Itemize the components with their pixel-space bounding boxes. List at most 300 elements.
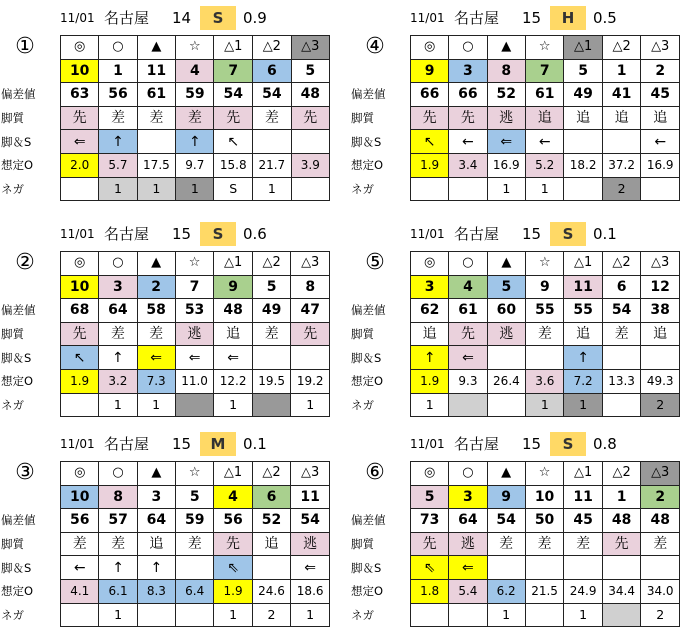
race-panel xyxy=(0,218,330,423)
table-cell: 11 xyxy=(137,59,176,83)
table-cell: 16.9 xyxy=(487,153,526,177)
prediction-table xyxy=(0,251,330,417)
table-cell: 先 xyxy=(61,106,99,130)
table-cell: 先 xyxy=(60,322,98,346)
row-marks xyxy=(350,252,680,276)
table-cell: 68 xyxy=(60,299,98,323)
row-pace xyxy=(350,556,680,580)
race-number: ⑤ xyxy=(365,250,385,275)
row-label: ネガ xyxy=(351,607,374,622)
table-cell: 10 xyxy=(61,485,99,509)
table-cell: ▲ xyxy=(137,252,175,276)
table-cell xyxy=(526,346,564,370)
table-cell: 差 xyxy=(253,106,292,130)
table-cell: 49 xyxy=(252,299,291,323)
table-cell: 1 xyxy=(564,603,603,627)
table-cell: 1 xyxy=(99,59,137,83)
table-cell: 1 xyxy=(602,485,641,509)
row-label: 想定O xyxy=(1,584,34,599)
table-cell: 3.4 xyxy=(449,153,487,177)
row-deviation xyxy=(350,299,680,323)
table-cell xyxy=(602,603,641,627)
table-cell: 1.9 xyxy=(214,579,252,603)
table-cell: 7 xyxy=(526,59,564,83)
table-cell: 差 xyxy=(176,532,214,556)
table-cell: 5 xyxy=(487,275,526,299)
table-cell xyxy=(487,556,525,580)
table-cell: 3.6 xyxy=(526,369,564,393)
table-cell xyxy=(253,130,292,154)
table-cell: 差 xyxy=(137,322,175,346)
row-running-style xyxy=(350,532,680,556)
table-cell: ⇐ xyxy=(61,130,99,154)
table-cell: 1 xyxy=(253,177,292,201)
table-cell: ← xyxy=(641,130,680,154)
table-cell: 差 xyxy=(252,322,291,346)
row-numbers xyxy=(350,275,680,299)
table-cell: 19.5 xyxy=(252,369,291,393)
table-cell xyxy=(641,346,680,370)
table-cell: 5 xyxy=(252,275,291,299)
row-label: 脚＆S xyxy=(351,560,382,575)
table-cell xyxy=(564,130,603,154)
table-cell: 8.3 xyxy=(137,579,175,603)
table-cell: 先 xyxy=(291,106,329,130)
race-header xyxy=(0,6,330,30)
row-running-style xyxy=(350,106,680,130)
table-cell xyxy=(564,177,603,201)
table-cell: 差 xyxy=(564,532,603,556)
row-label xyxy=(350,36,410,60)
condition-value: 0.5 xyxy=(593,9,617,27)
row-pace xyxy=(350,346,680,370)
table-cell: △3 xyxy=(641,252,680,276)
table-cell: ◎ xyxy=(60,252,98,276)
row-negative xyxy=(0,177,330,201)
race-panel xyxy=(0,428,330,633)
row-pace xyxy=(0,346,330,370)
table-cell: 2 xyxy=(252,603,291,627)
field-size: 14 xyxy=(172,9,192,27)
table-cell: ↑ xyxy=(176,130,214,154)
table-cell: 55 xyxy=(526,299,564,323)
table-cell: 2 xyxy=(641,485,680,509)
table-cell: 1 xyxy=(176,177,214,201)
race-date: 11/01 xyxy=(410,11,445,25)
table-cell: 56 xyxy=(61,509,99,533)
row-marks xyxy=(0,36,330,60)
table-cell: ▲ xyxy=(487,462,525,486)
table-cell: 3 xyxy=(99,275,137,299)
table-cell: 11 xyxy=(291,485,330,509)
table-cell: △2 xyxy=(602,462,641,486)
table-cell: 3.9 xyxy=(291,153,329,177)
table-cell: 差 xyxy=(99,322,137,346)
row-label xyxy=(350,252,411,276)
row-odds xyxy=(350,579,680,603)
table-cell: 6 xyxy=(602,275,641,299)
table-cell xyxy=(291,346,330,370)
table-cell xyxy=(525,556,564,580)
field-size: 15 xyxy=(172,225,192,243)
row-label: 偏差値 xyxy=(351,513,386,528)
table-cell: 5 xyxy=(564,59,603,83)
table-cell: 7 xyxy=(214,59,253,83)
track-condition-badge: S xyxy=(550,222,586,246)
table-cell: 24.9 xyxy=(564,579,603,603)
table-cell: ↑ xyxy=(564,346,602,370)
table-cell: △1 xyxy=(214,36,253,60)
row-marks xyxy=(350,36,680,60)
race-panel xyxy=(350,2,680,207)
table-cell: △2 xyxy=(253,36,292,60)
table-cell: 9 xyxy=(410,59,448,83)
table-cell xyxy=(252,346,291,370)
table-cell: 18.6 xyxy=(291,579,330,603)
table-cell: 21.5 xyxy=(525,579,564,603)
race-number: ③ xyxy=(15,460,35,485)
table-cell: 差 xyxy=(99,106,137,130)
table-cell: ◎ xyxy=(411,252,449,276)
table-cell: 2 xyxy=(602,177,641,201)
row-negative xyxy=(350,603,680,627)
table-cell: 54 xyxy=(291,509,330,533)
table-cell: 1.9 xyxy=(411,369,449,393)
table-cell: ⇐ xyxy=(449,556,487,580)
table-cell xyxy=(176,603,214,627)
race-number: ① xyxy=(15,34,35,59)
row-negative xyxy=(0,393,330,417)
condition-value: 0.6 xyxy=(243,225,267,243)
table-cell: ☆ xyxy=(525,462,564,486)
table-cell: 追 xyxy=(214,322,253,346)
table-cell xyxy=(176,556,214,580)
row-marks xyxy=(350,462,680,486)
race-date: 11/01 xyxy=(60,437,95,451)
table-cell: 逃 xyxy=(449,532,487,556)
table-cell: ◎ xyxy=(61,462,99,486)
table-cell: 逃 xyxy=(487,322,526,346)
row-label: 脚質 xyxy=(351,327,374,342)
field-size: 15 xyxy=(522,225,542,243)
row-label: 想定O xyxy=(351,584,384,599)
table-cell: ☆ xyxy=(176,36,214,60)
race-venue: 名古屋 xyxy=(104,435,150,453)
table-cell: 56 xyxy=(99,83,137,107)
race-venue: 名古屋 xyxy=(454,225,500,243)
table-cell: 逃 xyxy=(175,322,214,346)
condition-value: 0.8 xyxy=(593,435,617,453)
row-label xyxy=(0,275,60,299)
prediction-table xyxy=(350,251,680,417)
table-cell: ○ xyxy=(99,462,137,486)
row-odds xyxy=(0,153,330,177)
table-cell: 1.9 xyxy=(410,153,448,177)
table-cell: 1 xyxy=(137,393,175,417)
row-negative xyxy=(350,177,680,201)
row-label xyxy=(350,59,410,83)
table-cell: ↖ xyxy=(214,130,253,154)
row-label: 想定O xyxy=(1,158,34,173)
table-cell: 1 xyxy=(487,603,525,627)
table-cell: 12.2 xyxy=(214,369,253,393)
table-cell: 54 xyxy=(253,83,292,107)
table-cell: 追 xyxy=(602,106,641,130)
table-cell xyxy=(602,556,641,580)
table-cell: ↑ xyxy=(411,346,449,370)
table-cell: △3 xyxy=(641,462,680,486)
row-label: 脚＆S xyxy=(1,350,32,365)
row-numbers xyxy=(0,275,330,299)
table-cell xyxy=(137,603,175,627)
row-odds xyxy=(350,369,680,393)
table-cell: △3 xyxy=(641,36,680,60)
field-size: 15 xyxy=(522,435,542,453)
race-panel xyxy=(0,2,330,207)
table-cell: ☆ xyxy=(175,252,214,276)
table-cell: 1 xyxy=(564,393,602,417)
row-numbers xyxy=(350,59,680,83)
table-cell: 11.0 xyxy=(175,369,214,393)
table-cell: 59 xyxy=(176,83,214,107)
table-cell: 3 xyxy=(411,275,449,299)
table-cell: 1 xyxy=(602,59,641,83)
table-cell: △1 xyxy=(564,252,602,276)
table-cell xyxy=(641,556,680,580)
row-label xyxy=(0,36,61,60)
table-cell: △3 xyxy=(291,252,330,276)
table-cell: S xyxy=(214,177,253,201)
row-deviation xyxy=(350,509,680,533)
table-cell: ▲ xyxy=(487,36,526,60)
table-cell: ○ xyxy=(449,252,487,276)
table-cell xyxy=(602,346,641,370)
table-cell: ○ xyxy=(99,36,137,60)
table-cell: ◎ xyxy=(410,36,448,60)
track-condition-badge: S xyxy=(550,432,586,456)
table-cell: △1 xyxy=(564,462,603,486)
table-cell: ○ xyxy=(449,462,487,486)
row-marks xyxy=(0,462,330,486)
table-cell xyxy=(602,393,641,417)
table-cell: 追 xyxy=(526,106,564,130)
table-cell: 逃 xyxy=(291,532,330,556)
row-label xyxy=(350,462,410,486)
table-cell: 差 xyxy=(61,532,99,556)
prediction-table xyxy=(0,461,330,627)
table-cell: 54 xyxy=(602,299,641,323)
table-cell: 24.6 xyxy=(252,579,291,603)
table-cell: 64 xyxy=(449,509,487,533)
race-venue: 名古屋 xyxy=(454,9,500,27)
table-cell xyxy=(525,603,564,627)
race-number: ② xyxy=(15,250,35,275)
table-cell: ⇐ xyxy=(214,346,253,370)
table-cell: 55 xyxy=(564,299,602,323)
table-cell: 7.2 xyxy=(564,369,602,393)
table-cell: 1 xyxy=(214,603,252,627)
race-venue: 名古屋 xyxy=(104,225,150,243)
table-cell: 追 xyxy=(411,322,449,346)
table-cell xyxy=(252,556,291,580)
table-cell: 5.7 xyxy=(99,153,137,177)
table-cell: ⇐ xyxy=(487,130,526,154)
table-cell: 18.2 xyxy=(564,153,603,177)
table-cell xyxy=(61,603,99,627)
track-condition-badge: S xyxy=(200,6,236,30)
table-cell: 64 xyxy=(137,509,175,533)
table-cell: ☆ xyxy=(526,36,564,60)
table-cell: 15.8 xyxy=(214,153,253,177)
row-label: 脚質 xyxy=(351,111,374,126)
table-cell: ↑ xyxy=(137,556,175,580)
table-cell: 6 xyxy=(252,485,291,509)
row-label: ネガ xyxy=(351,181,374,196)
table-cell: ⇖ xyxy=(410,556,448,580)
table-cell: 10 xyxy=(60,275,98,299)
table-cell: 62 xyxy=(411,299,449,323)
table-cell: ↑ xyxy=(99,130,137,154)
table-cell xyxy=(410,603,448,627)
table-cell: ↑ xyxy=(99,556,137,580)
field-size: 15 xyxy=(522,9,542,27)
table-cell: ▲ xyxy=(137,36,176,60)
table-cell: 先 xyxy=(214,532,252,556)
row-deviation xyxy=(0,299,330,323)
table-cell: 47 xyxy=(291,299,330,323)
row-deviation xyxy=(350,83,680,107)
table-cell: △2 xyxy=(602,36,641,60)
table-cell: 9.3 xyxy=(449,369,487,393)
table-cell: ← xyxy=(449,130,487,154)
table-cell: 11 xyxy=(564,485,603,509)
table-cell xyxy=(291,130,329,154)
table-cell: 13.3 xyxy=(602,369,641,393)
table-cell: 1 xyxy=(291,603,330,627)
table-cell: 52 xyxy=(252,509,291,533)
table-cell: ▲ xyxy=(137,462,175,486)
race-header xyxy=(0,432,330,456)
table-cell: 5 xyxy=(176,485,214,509)
condition-value: 0.9 xyxy=(243,9,267,27)
table-cell: ○ xyxy=(449,36,487,60)
table-cell: ← xyxy=(61,556,99,580)
table-cell: 2.0 xyxy=(61,153,99,177)
table-cell: 16.9 xyxy=(641,153,680,177)
row-label: ネガ xyxy=(1,397,24,412)
table-cell: 11 xyxy=(564,275,602,299)
table-cell: 追 xyxy=(641,106,680,130)
table-cell: 52 xyxy=(487,83,526,107)
table-cell: 6 xyxy=(253,59,292,83)
table-cell xyxy=(175,393,214,417)
table-cell: 9 xyxy=(214,275,253,299)
table-cell: 1 xyxy=(411,393,449,417)
table-cell: ▲ xyxy=(487,252,526,276)
table-cell: 1 xyxy=(291,393,330,417)
table-cell: ◎ xyxy=(410,462,448,486)
table-cell xyxy=(252,393,291,417)
table-cell: 3.2 xyxy=(99,369,137,393)
row-numbers xyxy=(0,485,330,509)
race-date: 11/01 xyxy=(410,437,445,451)
row-marks xyxy=(0,252,330,276)
field-size: 15 xyxy=(172,435,192,453)
row-pace xyxy=(350,130,680,154)
table-cell: 2 xyxy=(641,59,680,83)
table-cell: 先 xyxy=(291,322,330,346)
table-cell xyxy=(564,556,603,580)
race-header xyxy=(350,222,680,246)
table-cell: 先 xyxy=(449,322,487,346)
row-label: 脚＆S xyxy=(351,350,382,365)
prediction-table xyxy=(350,35,680,201)
table-cell: 差 xyxy=(602,322,641,346)
race-panel xyxy=(350,428,680,633)
table-cell: 60 xyxy=(487,299,526,323)
table-cell: 53 xyxy=(175,299,214,323)
table-cell xyxy=(449,393,487,417)
table-cell: 21.7 xyxy=(253,153,292,177)
table-cell xyxy=(487,393,526,417)
table-cell: 10 xyxy=(525,485,564,509)
table-cell: 2 xyxy=(641,393,680,417)
table-cell: 追 xyxy=(137,532,175,556)
table-cell: 7 xyxy=(175,275,214,299)
row-label: ネガ xyxy=(351,397,374,412)
table-cell xyxy=(60,393,98,417)
row-negative xyxy=(0,603,330,627)
row-label: 偏差値 xyxy=(1,87,36,102)
table-cell: 追 xyxy=(641,322,680,346)
table-cell xyxy=(641,177,680,201)
table-cell: 57 xyxy=(99,509,137,533)
table-cell: 12 xyxy=(641,275,680,299)
row-label: 偏差値 xyxy=(351,303,386,318)
table-cell: 5 xyxy=(410,485,448,509)
table-cell: ⇐ xyxy=(449,346,487,370)
table-cell: 2 xyxy=(641,603,680,627)
table-cell: △1 xyxy=(564,36,603,60)
table-cell: 9 xyxy=(526,275,564,299)
table-cell: 先 xyxy=(214,106,253,130)
table-cell: △2 xyxy=(252,462,291,486)
table-cell: 17.5 xyxy=(137,153,176,177)
race-header xyxy=(0,222,330,246)
row-running-style xyxy=(0,322,330,346)
table-cell: 1 xyxy=(99,393,137,417)
table-cell: 1.9 xyxy=(60,369,98,393)
table-cell: 48 xyxy=(291,83,329,107)
table-cell: 1 xyxy=(137,177,176,201)
row-label: 偏差値 xyxy=(1,513,36,528)
table-cell: ☆ xyxy=(526,252,564,276)
table-cell: 19.2 xyxy=(291,369,330,393)
table-cell: ○ xyxy=(99,252,137,276)
table-cell: 61 xyxy=(449,299,487,323)
table-cell: 48 xyxy=(641,509,680,533)
table-cell: 63 xyxy=(61,83,99,107)
table-cell: 2 xyxy=(137,275,175,299)
table-cell: 34.0 xyxy=(641,579,680,603)
race-date: 11/01 xyxy=(410,227,445,241)
table-cell: 56 xyxy=(214,509,252,533)
table-cell xyxy=(449,603,487,627)
table-cell xyxy=(487,346,526,370)
table-cell: 追 xyxy=(564,106,603,130)
race-venue: 名古屋 xyxy=(104,9,150,27)
row-label: 偏差値 xyxy=(1,303,36,318)
